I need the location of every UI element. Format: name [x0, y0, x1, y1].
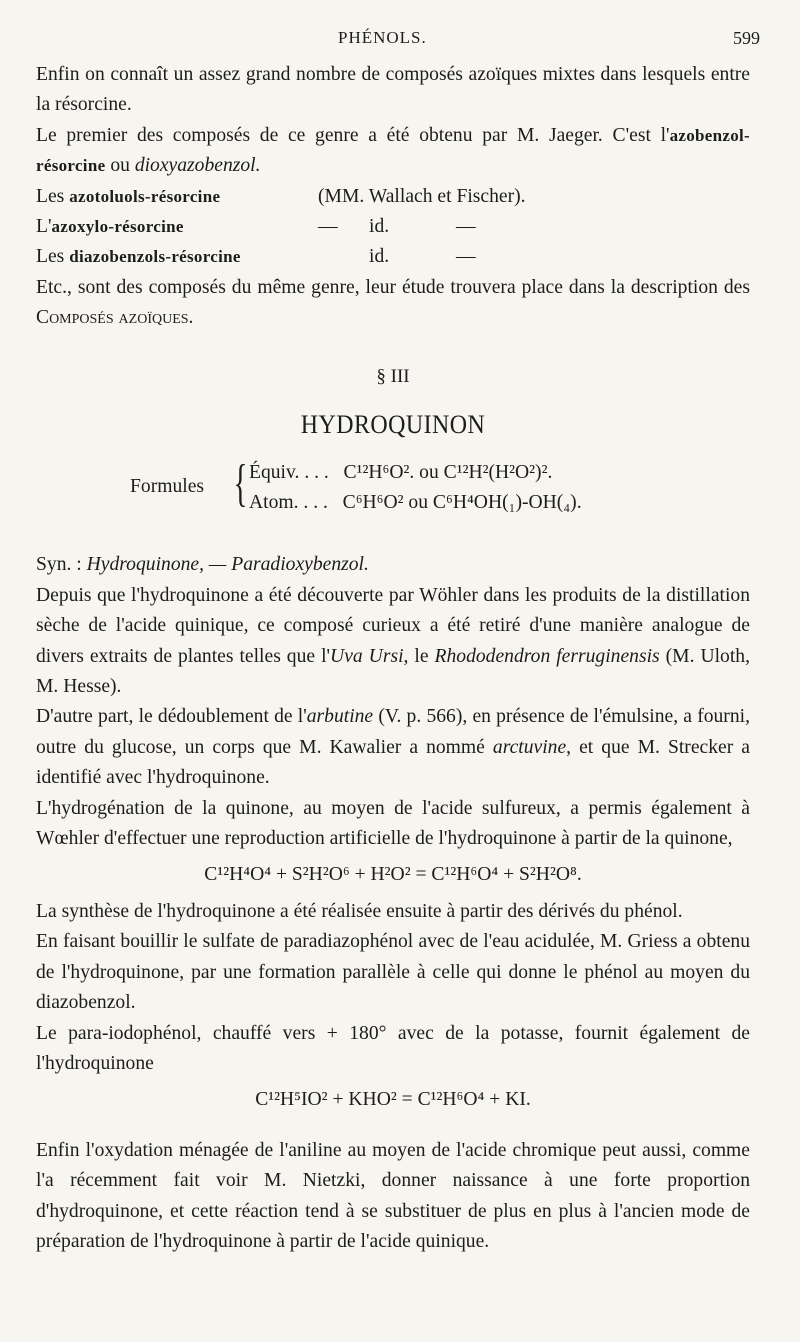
synonyms-line — [36, 550, 750, 580]
plant-name: Rhododendron ferruginensis — [434, 645, 660, 667]
text-run: (M. Uloth, M. Hesse). — [36, 645, 750, 698]
formula-system: Équiv. . . . — [249, 462, 329, 484]
text-run: L' — [36, 216, 52, 238]
section-mark: § III — [376, 365, 410, 387]
ditto-dash: — — [456, 216, 476, 238]
ditto-dash: — — [318, 216, 338, 238]
formula-equiv — [249, 458, 552, 488]
section-heading: HYDROQUINON — [300, 410, 486, 440]
intro-paragraph-3 — [36, 273, 750, 334]
compound-italic: arctuvine — [492, 736, 567, 758]
text-run: , et que M. Strecker a identifié avec l'hydroquinone. — [36, 736, 750, 789]
text-run: Etc., sont des composés du même genre, leur étude trouvera place dans la description des — [36, 276, 750, 298]
formula-label: Formules — [130, 476, 205, 498]
compound-entry — [36, 242, 241, 272]
ditto-id: id. — [369, 216, 390, 238]
formula-block — [36, 455, 750, 520]
body-paragraph-2 — [36, 702, 750, 793]
intro-paragraph-2 — [36, 121, 750, 182]
text-run: (V. p. 566), en présence de l'émulsine, a fourni, outre du glucose, un corps que M. Kawalier a nommé — [36, 706, 750, 758]
running-title: PHÉNOLS. — [338, 28, 427, 47]
text-run: Syn. : — [36, 554, 87, 576]
spacer — [36, 1122, 750, 1136]
body-paragraph-5: En faisant bouillir le sulfate de paradiazophénol avec de l'eau acidulée, M. Griess a obtenu de l'hydroquinone, par une formation parallèle à celle qui donne le phénol au moyen du diazobenzol. — [36, 931, 750, 1014]
compound-name: diazobenzols-résorcine — [69, 247, 241, 267]
body-paragraph-6: Le para-iodophénol, chauffé vers + 180° avec de la potasse, fournit également de l'hydroquinone — [36, 1022, 750, 1074]
running-header — [0, 28, 800, 54]
compound-entry — [36, 182, 220, 212]
compound-row — [36, 182, 750, 212]
compound-name: azobenzol-résorcine — [36, 125, 750, 176]
ditto-dash: — — [456, 246, 476, 268]
page-number: 599 — [733, 28, 760, 48]
compound-italic: arbutine — [306, 706, 374, 728]
equation-1: C¹²H⁴O⁴ + S²H²O⁶ + H²O² = C¹²H⁶O⁴ + S²H²O⁸. — [204, 864, 582, 886]
body-paragraph-3: L'hydrogénation de la quinone, au moyen de l'acide sulfureux, a permis également à Wœhler d'effectuer une reproduction artificielle de l'hydroquinone à partir de la quinone, — [36, 797, 750, 850]
compound-row — [36, 212, 750, 242]
compound-note: (MM. Wallach et Fischer). — [318, 185, 526, 207]
body-paragraph-7: Enfin l'oxydation ménagée de l'aniline au moyen de l'acide chromique peut aussi, comme l'a récemment fait voir M. Nietzki, donner naissance à une forte proportion d'hydroquinone, et cette réaction tend à se substituer de plus en plus à l'ancien mode de préparation de l'hydroquinone à partir de l'acide quinique. — [36, 1139, 750, 1252]
body-paragraph-1 — [36, 581, 750, 703]
text-run: Les — [36, 185, 70, 207]
formula-atom — [249, 488, 582, 518]
page-text — [36, 60, 750, 1257]
intro-paragraph-1: Enfin on connaît un assez grand nombre de composés azoïques mixtes dans lesquels entre la résorcine. — [36, 64, 750, 116]
text-run: , le — [403, 645, 435, 667]
ditto-id: id. — [369, 246, 390, 268]
brace-glyph: { — [233, 455, 248, 513]
formula-value: C¹²H⁶O². ou C¹²H²(H²O²)². — [343, 462, 553, 484]
equation-2: C¹²H⁵IO² + KHO² = C¹²H⁶O⁴ + KI. — [255, 1089, 531, 1111]
text-run: Depuis que l'hydroquinone a été découverte par Wöhler dans les produits de la distillation sèche de l'acide quinique, ce composé curieux a été retiré d'une manière analogue de divers extraits de plantes telles que l' — [36, 584, 750, 667]
formula-value: C⁶H⁶O² ou C⁶H⁴OH(₁)-OH(₄). — [342, 492, 582, 514]
text-run: D'autre part, le dédoublement de l' — [36, 706, 307, 728]
compound-row — [36, 242, 750, 272]
text-run: Les — [36, 246, 70, 268]
synonym: dioxyazobenzol. — [134, 155, 261, 177]
text-run: . — [188, 307, 194, 329]
compound-name: azotoluols-résorcine — [69, 186, 221, 206]
compound-name: azoxylo-résorcine — [51, 217, 184, 237]
plant-name: Uva Ursi — [330, 645, 404, 667]
formula-system: Atom. . . . — [249, 492, 328, 514]
cross-reference: Composés azoïques — [36, 307, 189, 329]
synonym: Hydroquinone, — Paradioxybenzol. — [86, 554, 369, 576]
body-paragraph-4: La synthèse de l'hydroquinone a été réalisée ensuite à partir des dérivés du phénol. — [36, 900, 683, 922]
text-run: ou — [105, 155, 135, 177]
text-run: Le premier des composés de ce genre a été obtenu par M. Jaeger. C'est l' — [36, 124, 670, 146]
compound-entry — [36, 212, 184, 242]
